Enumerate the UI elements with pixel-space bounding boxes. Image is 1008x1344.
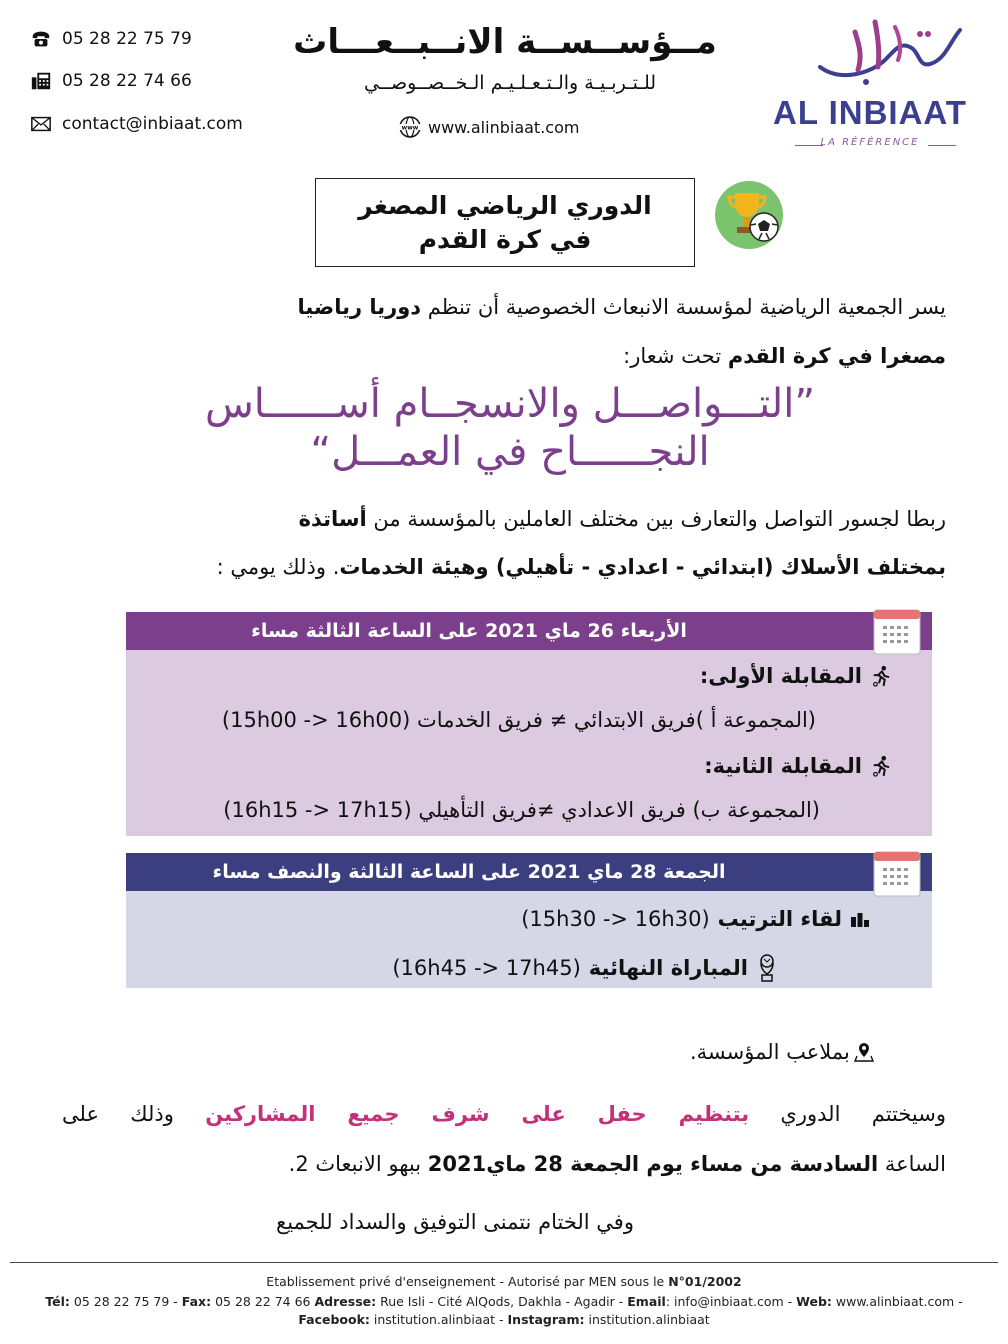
day2-panel [126,891,932,988]
footer-line2 [0,1294,1008,1309]
purpose-text-a: ربطا لجسور التواصل والتعارف بين مختلف العاملين بالمؤسسة من [366,507,946,531]
closing-text-e: ببهو الانبعاث 2. [288,1152,428,1176]
logo-name: AL INBIAAT [773,94,967,131]
bar-chart-icon [850,911,870,927]
footer-web[interactable]: www.alinbiaat.com - [831,1294,963,1309]
slogan-line2: النجــــــاح في العمـــل“ [310,429,710,475]
telephone-icon [30,28,52,50]
footer-email[interactable]: : info@inbiaat.com - [665,1294,797,1309]
day1-header-text: الأربعاء 26 ماي 2021 على الساعة الثالثة مساء [251,620,687,642]
purpose-text-b: أساتذة [298,507,367,531]
logo-tagline: LA RÉFÉRENCE [820,137,920,148]
match1-title-text: المقابلة الأولى: [699,664,862,688]
fax-icon [30,70,52,92]
org-title: مــؤســســة الانــبــعـــاث [293,22,717,62]
footer-authorization: Etablissement privé d'enseignement - Autorisé par MEN sous le [266,1274,669,1289]
venue-text: بملاعب المؤسسة. [690,1040,850,1064]
fax-contact [30,70,192,92]
final-time: (16h45 -> 17h45) [392,956,581,980]
final-match [392,953,778,983]
footer-tel: 05 28 22 75 79 - [69,1294,182,1309]
footer-authorization-number: N°01/2002 [668,1274,742,1289]
purpose-text-c: بمختلف الأسلاك (ابتدائي - اعدادي - تأهيلي) وهيئة الخدمات [339,555,946,579]
closing-wish: وفي الختام نتمنى التوفيق والسداد للجميع [276,1210,634,1234]
email-contact [30,113,243,135]
footer-email-label: Email [627,1294,666,1309]
footer-fax-label: Fax: [181,1294,212,1309]
match2-title [704,754,892,778]
match1-title [700,664,892,688]
match1-details: (المجموعة أ )فريق الابتدائي ≠ فريق الخدمات (15h00 -> 16h00) [221,708,816,732]
footer-divider [10,1262,998,1263]
calendar-icon [872,848,922,898]
slogan-line1: ”التـــواصـــل والانسجــام أســــــاس [204,381,816,427]
closing-date: السادسة من مساء يوم الجمعة 28 ماي2021 [427,1152,879,1176]
day2-header [126,853,932,891]
match2-title-text: المقابلة الثانية: [704,754,862,778]
logo [800,12,970,92]
day1-header [126,612,932,650]
logo-calligraphy-icon [800,12,970,92]
world-cup-trophy-icon [756,953,778,983]
closing-line1 [62,1100,946,1128]
intro-line1 [62,293,946,321]
closing-text-c: وذلك على [62,1102,206,1126]
intro-text-c: مصغرا في كرة القدم [727,344,946,368]
day1-panel [126,650,932,836]
intro-text-b: دوريا رياضيا [297,295,422,319]
day2-header-text: الجمعة 28 ماي 2021 على الساعة الثالثة والنصف مساء [212,861,726,883]
phone-contact [30,28,192,50]
footer-instagram-label: Instagram: [507,1312,585,1327]
fax-number: 05 28 22 74 66 [62,71,192,91]
purpose-line2 [62,553,946,581]
footer-line1 [0,1274,1008,1289]
location-pin-icon [854,1042,874,1062]
running-player-icon [870,665,892,687]
envelope-icon [30,113,52,135]
purpose-text-d: . وذلك يومي : [216,555,340,579]
email-address[interactable]: contact@inbiaat.com [62,114,243,134]
footer-instagram[interactable]: institution.alinbiaat [584,1312,710,1327]
event-title-line1: الدوري الرياضي المصغر [358,190,652,220]
ranking-time: (15h30 -> 16h30) [521,907,710,931]
intro-line2 [62,342,946,370]
venue [690,1040,874,1064]
footer-fax: 05 28 22 74 66 [211,1294,315,1309]
closing-text-d: الساعة [878,1152,946,1176]
trophy-ball-icon [713,179,785,251]
org-subtitle: للـتـربـيـة والـتـعـلـيـم الـخــصــوصــي [363,72,657,94]
footer-tel-label: Tél: [45,1294,70,1309]
closing-text-a: وسيختتم الدوري [749,1102,946,1126]
final-title: المباراة النهائية [588,956,748,980]
running-player-icon [870,755,892,777]
purpose-line1 [62,505,946,533]
website-url[interactable]: www.alinbiaat.com [428,117,580,137]
website[interactable] [398,115,579,139]
closing-highlight: بتنظيم حفل على شرف جميع المشاركين [205,1102,750,1126]
closing-line2 [62,1150,946,1178]
match2-details: (المجموعة ب) فريق الاعدادي ≠فريق التأهيلي (16h15 -> 17h15) [223,798,820,822]
calendar-icon [872,606,922,656]
intro-text-d: تحت شعار: [623,344,728,368]
footer-web-label: Web: [796,1294,832,1309]
logo-tagline-rule-right [928,145,956,146]
phone-number: 05 28 22 75 79 [62,29,192,49]
footer-facebook-label: Facebook: [298,1312,370,1327]
intro-text-a: يسر الجمعية الرياضية لمؤسسة الانبعاث الخصوصية أن تنظم [421,295,946,319]
ranking-title: لقاء الترتيب [717,907,842,931]
footer-address-label: Adresse: [314,1294,377,1309]
svg-text:www: www [401,124,419,132]
footer-address: Rue Isli - Cité AlQods, Dakhla - Agadir - [376,1294,628,1309]
footer-line3 [0,1312,1008,1327]
ranking-match [521,907,870,931]
globe-www-icon [398,115,422,139]
footer-facebook[interactable]: institution.alinbiaat - [369,1312,508,1327]
event-title-box [315,178,695,267]
event-title-line2: في كرة القدم [418,224,592,254]
